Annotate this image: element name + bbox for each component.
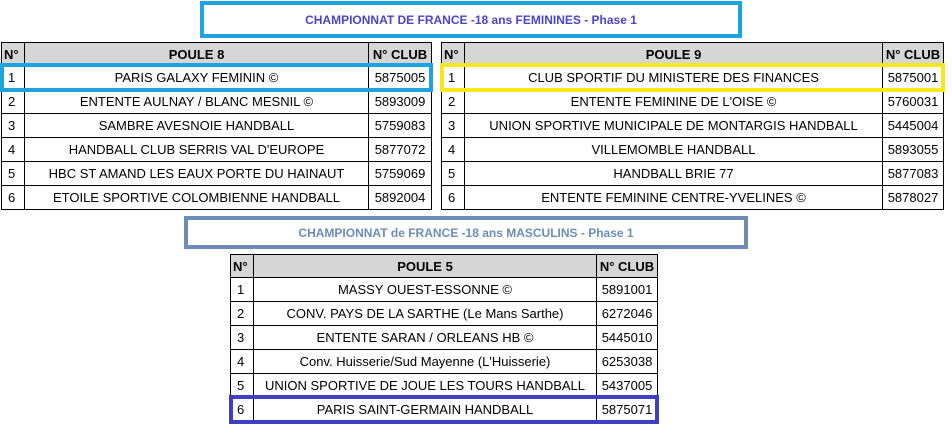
team-num: 6 bbox=[442, 186, 465, 210]
table-header-row bbox=[2, 43, 432, 66]
team-num: 1 bbox=[231, 278, 254, 302]
team-num: 2 bbox=[231, 302, 254, 326]
team-name: ENTENTE FEMININE DE L'OISE © bbox=[465, 90, 883, 114]
club-number: 6272046 bbox=[597, 302, 658, 326]
club-number: 5892004 bbox=[369, 186, 432, 210]
table-row bbox=[2, 186, 432, 210]
club-number: 5759083 bbox=[369, 114, 432, 138]
header-club: N° CLUB bbox=[597, 255, 658, 278]
club-number: 5875005 bbox=[369, 66, 432, 90]
team-num: 6 bbox=[231, 398, 254, 422]
table-row bbox=[2, 138, 432, 162]
team-name: Conv. Huisserie/Sud Mayenne (L'Huisserie) bbox=[254, 350, 597, 374]
table-row bbox=[231, 326, 658, 350]
team-num: 6 bbox=[2, 186, 25, 210]
club-number: 5445010 bbox=[597, 326, 658, 350]
header-poule: POULE 9 bbox=[465, 43, 883, 66]
table-row bbox=[231, 302, 658, 326]
table-row bbox=[231, 350, 658, 374]
table-row bbox=[442, 186, 944, 210]
poule-9-table bbox=[441, 42, 944, 210]
team-name: ENTENTE FEMININE CENTRE-YVELINES © bbox=[465, 186, 883, 210]
header-poule: POULE 5 bbox=[254, 255, 597, 278]
table-row bbox=[442, 162, 944, 186]
team-name: UNION SPORTIVE DE JOUE LES TOURS HANDBALL bbox=[254, 374, 597, 398]
team-name: UNION SPORTIVE MUNICIPALE DE MONTARGIS HANDBALL bbox=[465, 114, 883, 138]
team-name: CONV. PAYS DE LA SARTHE (Le Mans Sarthe) bbox=[254, 302, 597, 326]
club-number: 5760031 bbox=[883, 90, 944, 114]
team-name: HBC ST AMAND LES EAUX PORTE DU HAINAUT bbox=[25, 162, 369, 186]
team-num: 5 bbox=[231, 374, 254, 398]
header-num: N° bbox=[231, 255, 254, 278]
club-number: 5891001 bbox=[597, 278, 658, 302]
club-number: 5893055 bbox=[883, 138, 944, 162]
header-club: N° CLUB bbox=[883, 43, 944, 66]
club-number: 5759069 bbox=[369, 162, 432, 186]
poule-5-table bbox=[230, 254, 658, 422]
table-row bbox=[231, 398, 658, 422]
header-num: N° bbox=[442, 43, 465, 66]
team-name: ETOILE SPORTIVE COLOMBIENNE HANDBALL bbox=[25, 186, 369, 210]
table-row bbox=[231, 374, 658, 398]
club-number: 5877083 bbox=[883, 162, 944, 186]
team-num: 4 bbox=[442, 138, 465, 162]
header-num: N° bbox=[2, 43, 25, 66]
club-number: 5893009 bbox=[369, 90, 432, 114]
team-num: 5 bbox=[2, 162, 25, 186]
table-row bbox=[2, 66, 432, 90]
team-name: ENTENTE AULNAY / BLANC MESNIL © bbox=[25, 90, 369, 114]
team-num: 2 bbox=[442, 90, 465, 114]
team-name: ENTENTE SARAN / ORLEANS HB © bbox=[254, 326, 597, 350]
header-club: N° CLUB bbox=[369, 43, 432, 66]
header-poule: POULE 8 bbox=[25, 43, 369, 66]
table-row bbox=[231, 278, 658, 302]
team-num: 4 bbox=[2, 138, 25, 162]
team-num: 1 bbox=[2, 66, 25, 90]
team-name: SAMBRE AVESNOIE HANDBALL bbox=[25, 114, 369, 138]
club-number: 5877072 bbox=[369, 138, 432, 162]
table-row bbox=[442, 90, 944, 114]
club-number: 5445004 bbox=[883, 114, 944, 138]
team-name: HANDBALL CLUB SERRIS VAL D'EUROPE bbox=[25, 138, 369, 162]
team-name: VILLEMOMBLE HANDBALL bbox=[465, 138, 883, 162]
table-row bbox=[442, 138, 944, 162]
club-number: 5875071 bbox=[597, 398, 658, 422]
table-row bbox=[2, 162, 432, 186]
table-row bbox=[442, 114, 944, 138]
table-row bbox=[2, 90, 432, 114]
club-number: 6253038 bbox=[597, 350, 658, 374]
team-name: HANDBALL BRIE 77 bbox=[465, 162, 883, 186]
team-name: CLUB SPORTIF DU MINISTERE DES FINANCES bbox=[465, 66, 883, 90]
club-number: 5878027 bbox=[883, 186, 944, 210]
table-row bbox=[442, 66, 944, 90]
team-num: 4 bbox=[231, 350, 254, 374]
club-number: 5437005 bbox=[597, 374, 658, 398]
team-num: 3 bbox=[231, 326, 254, 350]
team-num: 5 bbox=[442, 162, 465, 186]
team-num: 3 bbox=[442, 114, 465, 138]
team-num: 1 bbox=[442, 66, 465, 90]
table-row bbox=[2, 114, 432, 138]
table-header-row bbox=[231, 255, 658, 278]
masculins-banner: CHAMPIONNAT de FRANCE -18 ans MASCULINS - Phase 1 bbox=[184, 216, 748, 249]
team-num: 2 bbox=[2, 90, 25, 114]
team-name: PARIS SAINT-GERMAIN HANDBALL bbox=[254, 398, 597, 422]
poule-8-table bbox=[1, 42, 432, 210]
club-number: 5875001 bbox=[883, 66, 944, 90]
team-name: PARIS GALAXY FEMININ © bbox=[25, 66, 369, 90]
team-name: MASSY OUEST-ESSONNE © bbox=[254, 278, 597, 302]
feminines-banner: CHAMPIONNAT DE FRANCE -18 ans FEMININES - Phase 1 bbox=[200, 1, 742, 38]
table-header-row bbox=[442, 43, 944, 66]
team-num: 3 bbox=[2, 114, 25, 138]
